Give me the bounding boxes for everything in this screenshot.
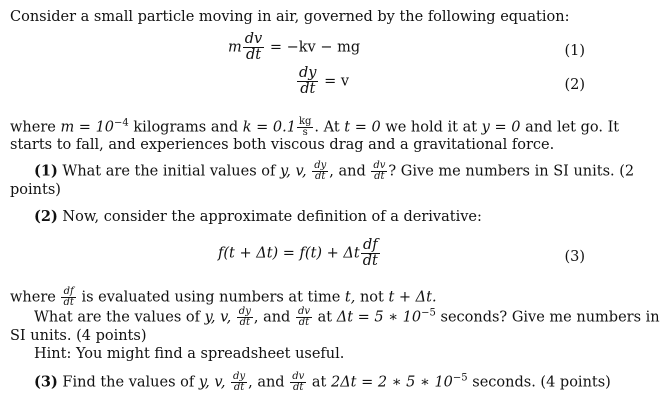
where-line: where $m = 10^{-4}$ kilograms and k = 0.1 $\frac{kg}{s}$ . At t = 0 we hold it at y = 0 and let go. It [10,116,620,138]
eq2-label: (2) [564,77,585,93]
eq2-fraction [297,66,318,97]
eq1-fraction [243,32,264,63]
eq2-rhs: = v [324,73,350,90]
question-2: (2) Now, consider the approximate definition of a derivative: [34,208,482,225]
equation-1 [228,32,360,63]
question-3: (3) Find the values of y, v, $\frac{dy}{dt}$ , and $\frac{dv}{dt}$ at 2Δt = 2 ∗ 5 ∗ $10^{-5}$ seconds. (4 points) [34,371,611,393]
eq1-den: dt [245,47,262,64]
q3-number: (3) [34,373,58,391]
kg-per-s-fraction: $\frac{kg}{s}$ [298,116,312,138]
where-eq3: where $\frac{df}{dt}$ is evaluated using numbers at time t, not t + Δt. [10,286,437,308]
eq2-num: dy [299,65,317,81]
q1-number: (1) [34,162,58,180]
q2-number: (2) [34,208,58,225]
intro-text: Consider a small particle moving in air, governed by the following equation: [10,9,570,25]
eq1-num: dv [244,31,263,47]
hint-text: Hint: You might find a spreadsheet useful. [34,346,345,362]
equation-3 [218,238,381,269]
eq3-lhs: f(t + Δt) = f(t) + Δt [218,245,360,262]
eq3-label: (3) [564,249,585,265]
eq3-fraction: $\frac{df}{dt}$ [362,237,378,270]
eq1-label: (1) [564,43,585,59]
question-1: (1) What are the initial values of y, v, $\frac{dy}{dt}$ , and $\frac{dv}{dt}$ ? Give me numbers in SI units. (2 [34,160,635,182]
equation-2 [296,66,349,97]
where-line-2: starts to fall, and experiences both viscous drag and a gravitational force. [10,137,555,153]
eq2-den: dt [300,81,316,98]
eq1-rhs: = −kv − mg [269,39,361,56]
question-1-line2: points) [10,182,61,198]
question-2b-line2: SI units. (4 points) [10,328,147,344]
question-2b: What are the values of y, v, $\frac{dy}{dt}$ , and $\frac{dv}{dt}$ at Δt = 5 ∗ $10^{-5}$ seconds? Give me numbers in [34,306,660,328]
eq1-mass: m [228,39,242,56]
